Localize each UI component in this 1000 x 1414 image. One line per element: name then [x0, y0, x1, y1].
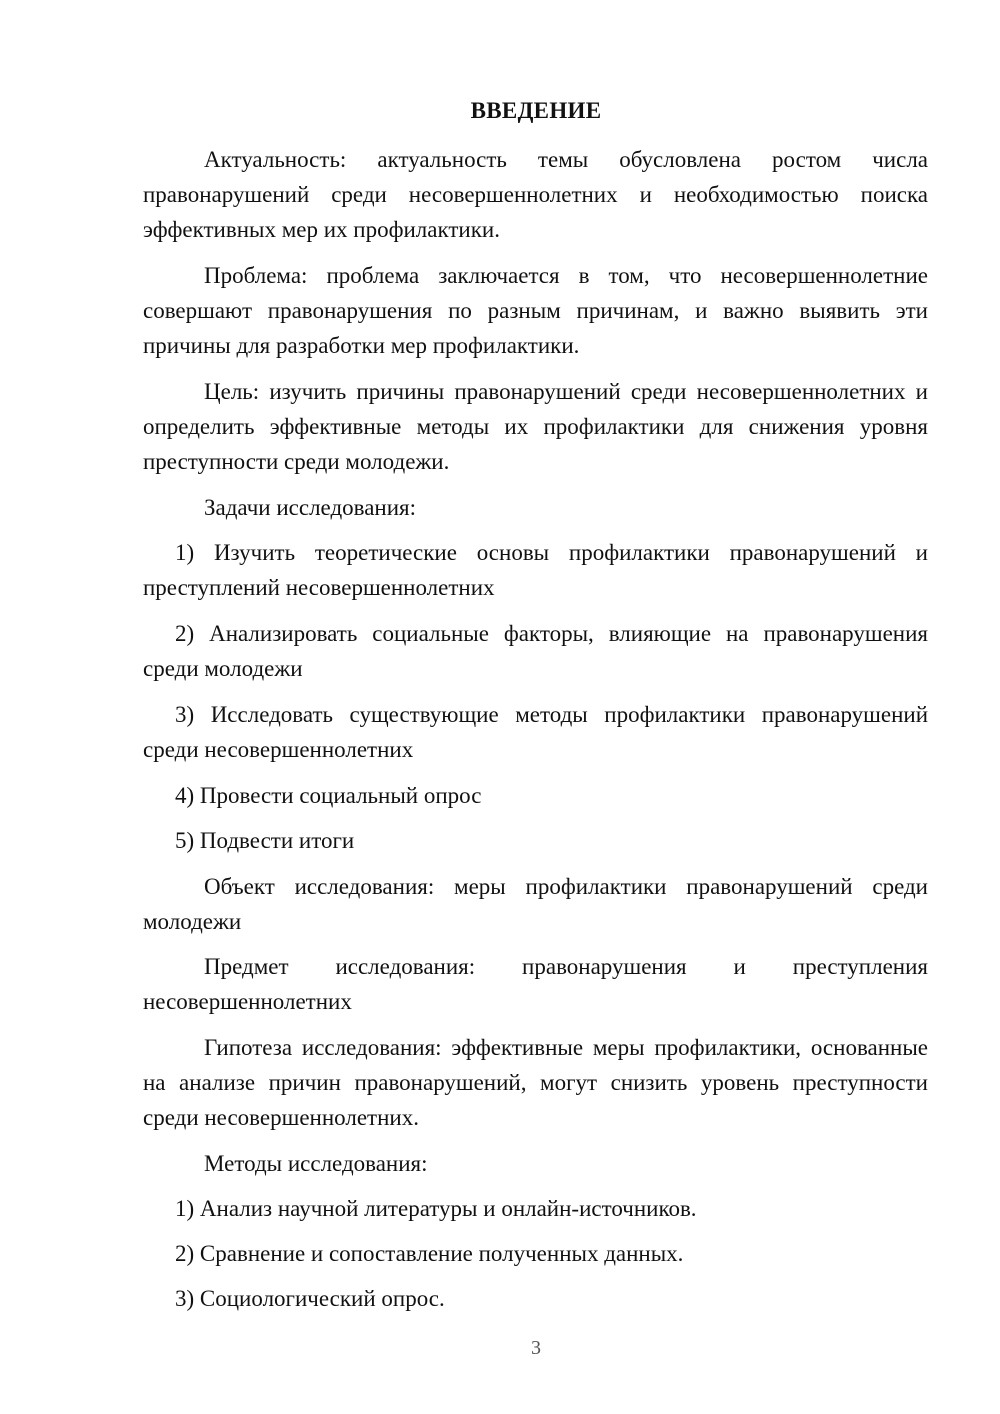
page-title: ВВЕДЕНИЕ	[470, 98, 602, 123]
task-item-5: 5) Подвести итоги	[175, 828, 355, 853]
paragraph-subject: Предмет исследования: правонарушения и преступления несовершеннолетних	[143, 954, 928, 1014]
paragraph-goal: Цель: изучить причины правонарушений среди несовершеннолетних и определить эффективные методы их профилактики для снижения уровня преступности среди молодежи.	[143, 379, 928, 474]
method-item-1: 1) Анализ научной литературы и онлайн-источников.	[175, 1196, 697, 1221]
task-item-1: 1) Изучить теоретические основы профилактики правонарушений и преступлений несовершеннолетних	[143, 540, 928, 600]
methods-heading: Методы исследования:	[204, 1151, 428, 1176]
task-item-3: 3) Исследовать существующие методы профилактики правонарушений среди несовершеннолетних	[143, 702, 928, 762]
page-number: 3	[531, 1337, 541, 1359]
tasks-heading: Задачи исследования:	[204, 495, 417, 520]
task-item-4: 4) Провести социальный опрос	[175, 783, 482, 808]
paragraph-hypothesis: Гипотеза исследования: эффективные меры профилактики, основанные на анализе причин правонарушений, могут снизить уровень преступности среди несовершеннолетних.	[143, 1035, 928, 1130]
paragraph-object: Объект исследования: меры профилактики правонарушений среди молодежи	[143, 874, 928, 934]
paragraph-relevance: Актуальность: актуальность темы обусловлена ростом числа правонарушений среди несовершеннолетних и необходимостью поиска эффективных мер их профилактики.	[143, 147, 928, 242]
method-item-3: 3) Социологический опрос.	[175, 1286, 445, 1311]
task-item-2: 2) Анализировать социальные факторы, влияющие на правонарушения среди молодежи	[143, 621, 928, 681]
paragraph-problem: Проблема: проблема заключается в том, что несовершеннолетние совершают правонарушения по разным причинам, и важно выявить эти причины для разработки мер профилактики.	[143, 263, 928, 358]
method-item-2: 2) Сравнение и сопоставление полученных данных.	[175, 1241, 684, 1266]
